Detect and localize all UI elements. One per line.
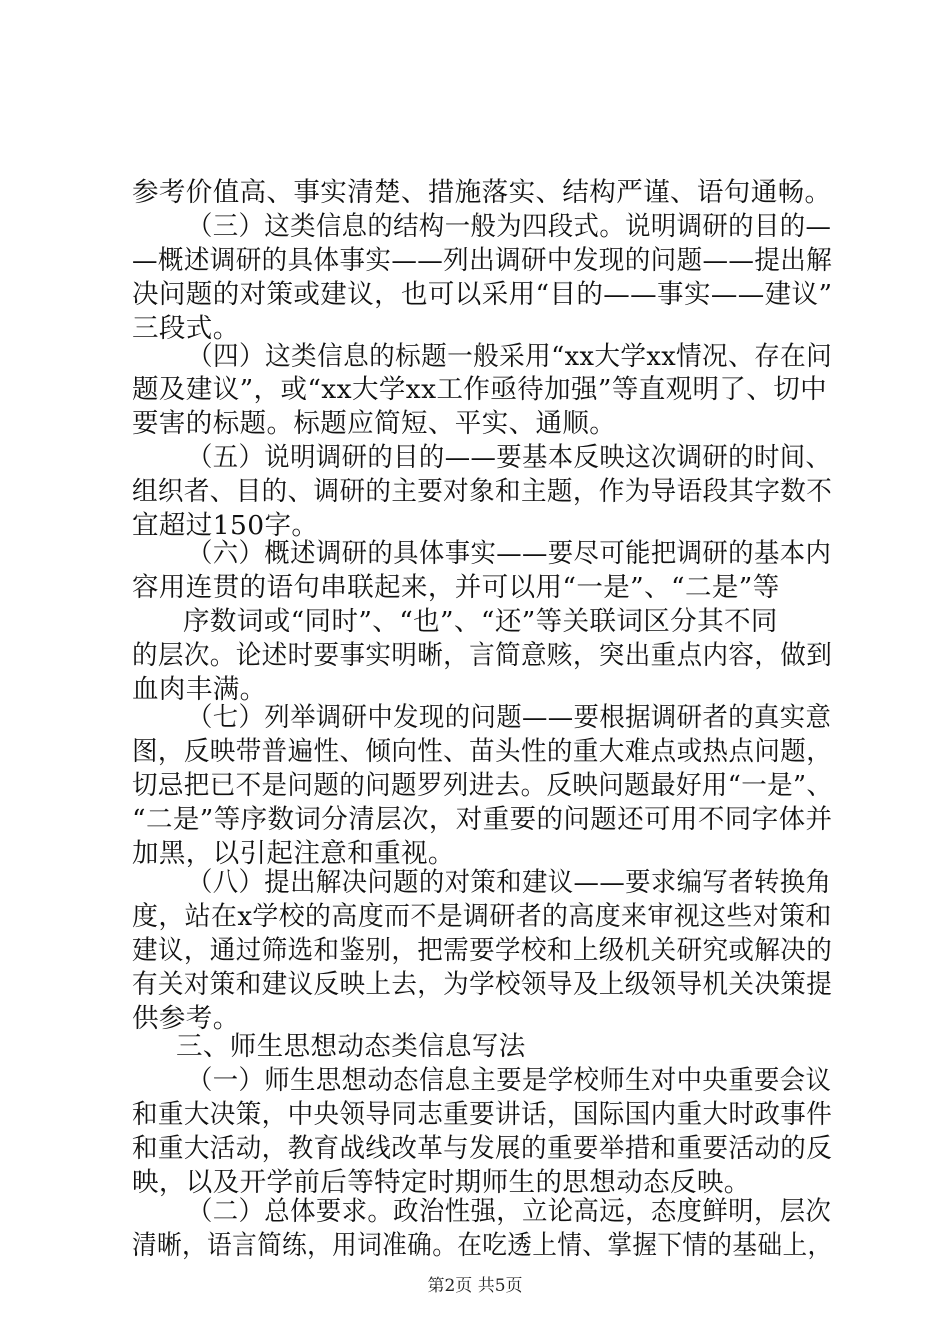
text-line: 供参考。	[132, 1003, 240, 1034]
text-line: 清晰，语言简练，用词准确。在吃透上情、掌握下情的基础上，	[132, 1230, 833, 1261]
text-line: （二）总体要求。政治性强，立论高远，态度鲜明，层次	[187, 1196, 832, 1227]
text-line: 决问题的对策或建议，也可以采用“目的——事实——建议”	[132, 279, 833, 310]
text-line: 参考价值高、事实清楚、措施落实、结构严谨、语句通畅。	[132, 177, 832, 208]
text-line: 建议，通过筛选和鉴别，把需要学校和上级机关研究或解决的	[132, 935, 833, 966]
text-line: （七）列举调研中发现的问题——要根据调研者的真实意	[187, 702, 832, 733]
text-line: （六）概述调研的具体事实——要尽可能把调研的基本内	[187, 538, 832, 569]
text-line: 的层次。论述时要事实明晰，言简意赅，突出重点内容，做到	[132, 640, 833, 671]
text-line: 容用连贯的语句串联起来，并可以用“一是”、“二是”等	[132, 572, 780, 603]
text-line: 血肉丰满。	[132, 674, 267, 705]
text-line: （四）这类信息的标题一般采用“xx大学xx情况、存在问	[187, 341, 833, 372]
text-line: 加黑，以引起注意和重视。	[132, 838, 455, 869]
text-line: “二是”等序数词分清层次，对重要的问题还可用不同字体并	[132, 804, 833, 835]
page-footer: 第2页 共5页	[427, 1276, 523, 1296]
text-line: （五）说明调研的目的——要基本反映这次调研的时间、	[187, 442, 832, 473]
text-line: 度，站在x学校的高度而不是调研者的高度来审视这些对策和	[132, 901, 832, 932]
text-line: （三）这类信息的结构一般为四段式。说明调研的目的—	[187, 211, 832, 242]
text-line: （一）师生思想动态信息主要是学校师生对中央重要会议	[187, 1065, 832, 1096]
text-line: 映，以及开学前后等特定时期师生的思想动态反映。	[132, 1167, 751, 1198]
text-line: 切忌把已不是问题的问题罗列进去。反映问题最好用“一是”、	[132, 770, 833, 801]
text-line: —概述调研的具体事实——列出调研中发现的问题——提出解	[132, 245, 833, 276]
text-line: 序数词或“同时”、“也”、“还”等关联词区分其不同	[183, 606, 778, 637]
text-line: 宜超过150字。	[132, 510, 319, 541]
text-line: 题及建议”，或“xx大学xx工作亟待加强”等直观明了、切中	[132, 374, 828, 405]
text-line: 和重大决策，中央领导同志重要讲话，国际国内重大时政事件	[132, 1099, 833, 1130]
text-line: 组织者、目的、调研的主要对象和主题，作为导语段其字数不	[132, 476, 833, 507]
section-heading: 三、师生思想动态类信息写法	[176, 1031, 526, 1062]
text-line: 图，反映带普遍性、倾向性、苗头性的重大难点或热点问题，	[132, 736, 833, 767]
text-line: 三段式。	[132, 313, 240, 344]
text-line: 有关对策和建议反映上去，为学校领导及上级领导机关决策提	[132, 969, 833, 1000]
text-line: （八）提出解决问题的对策和建议——要求编写者转换角	[187, 867, 832, 898]
text-line: 要害的标题。标题应简短、平实、通顺。	[132, 408, 617, 439]
text-line: 和重大活动，教育战线改革与发展的重要举措和重要活动的反	[132, 1133, 833, 1164]
